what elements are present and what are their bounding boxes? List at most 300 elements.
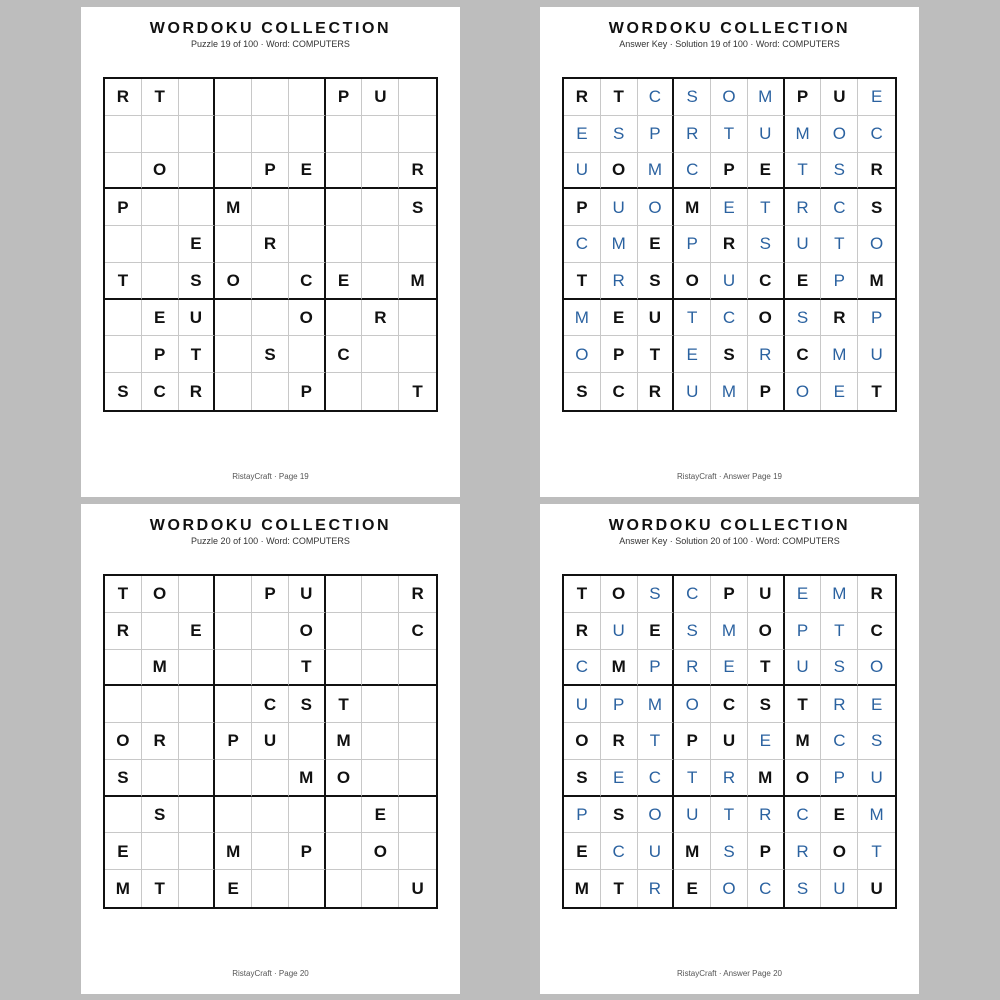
grid-cell: P: [564, 189, 601, 226]
grid-cell: C: [252, 686, 289, 723]
wordoku-grid: [103, 77, 438, 412]
grid-cell: P: [821, 760, 858, 797]
grid-cell: [326, 870, 363, 907]
grid-cell: E: [638, 613, 675, 650]
grid-cell: O: [601, 576, 638, 613]
grid-cell: P: [638, 116, 675, 153]
grid-cell: U: [564, 686, 601, 723]
puzzle-page-19: [81, 7, 460, 497]
grid-cell: P: [326, 79, 363, 116]
grid-cell: C: [564, 226, 601, 263]
grid-cell: [215, 686, 252, 723]
grid-cell: T: [179, 336, 216, 373]
grid-cell: [215, 336, 252, 373]
grid-cell: O: [748, 300, 785, 337]
grid-cell: C: [858, 116, 895, 153]
grid-cell: R: [362, 300, 399, 337]
grid-cell: [252, 797, 289, 834]
grid-cell: [399, 336, 436, 373]
grid-cell: C: [601, 833, 638, 870]
grid-cell: M: [858, 263, 895, 300]
wordoku-grid: [103, 574, 438, 909]
grid-cell: [105, 686, 142, 723]
grid-cell: E: [748, 723, 785, 760]
grid-cell: R: [748, 797, 785, 834]
grid-cell: [252, 79, 289, 116]
grid-cell: U: [362, 79, 399, 116]
grid-cell: [142, 189, 179, 226]
grid-cell: [399, 797, 436, 834]
grid-cell: [289, 116, 326, 153]
grid-cell: O: [105, 723, 142, 760]
grid-cell: O: [289, 613, 326, 650]
grid-cell: [326, 116, 363, 153]
grid-cell: [326, 226, 363, 263]
grid-cell: U: [674, 797, 711, 834]
grid-cell: [399, 116, 436, 153]
grid-cell: T: [674, 300, 711, 337]
grid-cell: [326, 153, 363, 190]
grid-cell: P: [289, 833, 326, 870]
grid-cell: R: [142, 723, 179, 760]
grid-cell: P: [711, 576, 748, 613]
grid-cell: P: [252, 576, 289, 613]
grid-cell: [326, 833, 363, 870]
grid-cell: E: [601, 760, 638, 797]
page-footer: RistayCraft · Answer Page 20: [677, 969, 782, 978]
page-footer: RistayCraft · Page 19: [232, 472, 309, 481]
grid-cell: C: [326, 336, 363, 373]
grid-cell: M: [215, 833, 252, 870]
grid-cell: O: [711, 79, 748, 116]
grid-cell: E: [601, 300, 638, 337]
grid-cell: [252, 189, 289, 226]
grid-cell: P: [785, 79, 822, 116]
grid-cell: P: [674, 723, 711, 760]
grid-cell: C: [674, 576, 711, 613]
puzzle-page-20: [81, 504, 460, 994]
grid-cell: C: [564, 650, 601, 687]
answer-page-20: [540, 504, 919, 994]
grid-cell: S: [564, 373, 601, 410]
grid-cell: U: [748, 116, 785, 153]
grid-cell: T: [871, 382, 882, 402]
grid-cell: C: [399, 613, 436, 650]
grid-cell: R: [601, 723, 638, 760]
grid-cell: E: [821, 797, 858, 834]
grid-cell: U: [674, 373, 711, 410]
grid-cell: P: [711, 153, 748, 190]
grid-cell: [105, 153, 142, 190]
grid-cell: O: [362, 833, 399, 870]
grid-cell: U: [711, 723, 748, 760]
grid-cell: M: [748, 79, 785, 116]
grid-cell: P: [289, 373, 326, 410]
grid-cell: [179, 833, 216, 870]
wordoku-answer-grid: [562, 574, 897, 909]
grid-cell: [215, 153, 252, 190]
grid-cell: O: [858, 650, 895, 687]
grid-cell: [179, 723, 216, 760]
grid-cell: P: [785, 613, 822, 650]
grid-cell: C: [785, 336, 822, 373]
grid-cell: [105, 336, 142, 373]
grid-cell: [179, 686, 216, 723]
grid-cell: T: [601, 79, 638, 116]
grid-cell: T: [412, 382, 423, 402]
grid-cell: [105, 797, 142, 834]
grid-cell: M: [748, 760, 785, 797]
grid-cell: [362, 760, 399, 797]
grid-cell: S: [821, 153, 858, 190]
grid-cell: C: [601, 373, 638, 410]
grid-cell: [362, 116, 399, 153]
grid-cell: [326, 373, 363, 410]
grid-cell: U: [821, 870, 858, 907]
grid-cell: C: [638, 760, 675, 797]
grid-cell: P: [748, 373, 785, 410]
grid-cell: [362, 153, 399, 190]
grid-cell: [179, 116, 216, 153]
grid-cell: [215, 79, 252, 116]
grid-cell: U: [601, 613, 638, 650]
grid-cell: [142, 833, 179, 870]
grid-cell: [326, 576, 363, 613]
grid-cell: [362, 189, 399, 226]
grid-cell: S: [674, 613, 711, 650]
grid-cell: U: [785, 226, 822, 263]
grid-cell: R: [105, 79, 142, 116]
page-footer: RistayCraft · Page 20: [232, 969, 309, 978]
grid-cell: R: [252, 226, 289, 263]
grid-cell: E: [821, 373, 858, 410]
grid-cell: S: [638, 576, 675, 613]
grid-cell: [215, 650, 252, 687]
page-subtitle: Answer Key · Solution 20 of 100 · Word: COMPUTERS: [619, 536, 840, 546]
grid-cell: R: [785, 833, 822, 870]
grid-cell: M: [674, 189, 711, 226]
grid-cell: R: [674, 116, 711, 153]
grid-cell: O: [674, 686, 711, 723]
grid-cell: T: [601, 870, 638, 907]
grid-cell: [289, 797, 326, 834]
grid-cell: [142, 613, 179, 650]
grid-cell: E: [858, 686, 895, 723]
grid-cell: C: [748, 870, 785, 907]
grid-cell: R: [858, 576, 895, 613]
grid-cell: [399, 650, 436, 687]
grid-cell: [362, 336, 399, 373]
grid-cell: O: [821, 833, 858, 870]
grid-cell: P: [142, 336, 179, 373]
grid-cell: O: [215, 263, 252, 300]
grid-cell: [362, 226, 399, 263]
grid-cell: R: [638, 373, 675, 410]
grid-cell: [252, 870, 289, 907]
grid-cell: M: [785, 116, 822, 153]
grid-cell: T: [785, 686, 822, 723]
grid-cell: M: [564, 300, 601, 337]
grid-cell: M: [601, 650, 638, 687]
grid-cell: U: [821, 79, 858, 116]
grid-cell: E: [215, 870, 252, 907]
grid-cell: M: [858, 797, 895, 834]
grid-cell: [399, 833, 436, 870]
grid-cell: E: [289, 153, 326, 190]
grid-cell: T: [711, 116, 748, 153]
grid-cell: M: [674, 833, 711, 870]
page-subtitle: Answer Key · Solution 19 of 100 · Word: COMPUTERS: [619, 39, 840, 49]
grid-cell: O: [601, 153, 638, 190]
grid-cell: [105, 226, 142, 263]
grid-cell: S: [785, 870, 822, 907]
grid-cell: S: [821, 650, 858, 687]
grid-cell: M: [785, 723, 822, 760]
grid-cell: P: [601, 336, 638, 373]
grid-cell: C: [711, 300, 748, 337]
grid-cell: C: [785, 797, 822, 834]
grid-cell: E: [711, 189, 748, 226]
grid-cell: T: [105, 263, 142, 300]
grid-cell: [326, 300, 363, 337]
grid-cell: E: [674, 870, 711, 907]
grid-cell: C: [638, 79, 675, 116]
grid-cell: O: [564, 336, 601, 373]
grid-cell: [215, 797, 252, 834]
grid-cell: [215, 116, 252, 153]
grid-cell: O: [748, 613, 785, 650]
grid-cell: E: [105, 833, 142, 870]
grid-cell: [179, 189, 216, 226]
grid-cell: M: [821, 336, 858, 373]
grid-cell: [215, 226, 252, 263]
grid-cell: T: [638, 336, 675, 373]
grid-cell: C: [711, 686, 748, 723]
grid-cell: M: [711, 373, 748, 410]
grid-cell: U: [601, 189, 638, 226]
page-title: WORDOKU COLLECTION: [149, 20, 392, 37]
grid-cell: M: [142, 650, 179, 687]
grid-cell: [399, 760, 436, 797]
grid-cell: [362, 613, 399, 650]
page-subtitle: Puzzle 19 of 100 · Word: COMPUTERS: [191, 39, 350, 49]
grid-cell: P: [821, 263, 858, 300]
grid-cell: M: [289, 760, 326, 797]
grid-cell: E: [638, 226, 675, 263]
grid-cell: P: [105, 189, 142, 226]
grid-cell: P: [601, 686, 638, 723]
grid-cell: R: [601, 263, 638, 300]
grid-cell: [399, 686, 436, 723]
grid-cell: O: [711, 870, 748, 907]
grid-cell: [399, 300, 436, 337]
grid-cell: U: [638, 300, 675, 337]
grid-cell: [105, 116, 142, 153]
grid-cell: [179, 760, 216, 797]
grid-cell: [252, 833, 289, 870]
grid-cell: [105, 300, 142, 337]
grid-cell: O: [638, 189, 675, 226]
grid-cell: [142, 226, 179, 263]
grid-cell: O: [638, 797, 675, 834]
grid-cell: R: [638, 870, 675, 907]
grid-cell: [289, 79, 326, 116]
grid-cell: [215, 373, 252, 410]
grid-cell: P: [638, 650, 675, 687]
grid-cell: O: [142, 153, 179, 190]
grid-cell: S: [711, 336, 748, 373]
grid-cell: [215, 300, 252, 337]
grid-cell: [215, 760, 252, 797]
grid-cell: C: [748, 263, 785, 300]
grid-cell: P: [858, 300, 895, 337]
grid-cell: [252, 116, 289, 153]
page-title: WORDOKU COLLECTION: [149, 517, 392, 534]
grid-cell: S: [179, 263, 216, 300]
grid-cell: T: [711, 797, 748, 834]
grid-cell: E: [564, 116, 601, 153]
grid-cell: R: [674, 650, 711, 687]
grid-cell: S: [105, 760, 142, 797]
grid-cell: M: [564, 870, 601, 907]
grid-cell: P: [252, 153, 289, 190]
grid-cell: [252, 263, 289, 300]
grid-cell: C: [142, 373, 179, 410]
grid-cell: [399, 226, 436, 263]
grid-cell: T: [289, 650, 326, 687]
grid-cell: P: [674, 226, 711, 263]
grid-cell: [362, 686, 399, 723]
grid-cell: R: [564, 79, 601, 116]
grid-cell: R: [564, 613, 601, 650]
grid-cell: [179, 870, 216, 907]
grid-cell: S: [748, 686, 785, 723]
grid-cell: U: [748, 576, 785, 613]
grid-cell: P: [748, 833, 785, 870]
grid-cell: U: [785, 650, 822, 687]
grid-cell: C: [289, 263, 326, 300]
grid-cell: S: [785, 300, 822, 337]
grid-cell: [252, 650, 289, 687]
grid-cell: E: [362, 797, 399, 834]
grid-cell: [179, 797, 216, 834]
grid-cell: U: [289, 576, 326, 613]
grid-cell: O: [674, 263, 711, 300]
grid-cell: [289, 336, 326, 373]
grid-cell: O: [326, 760, 363, 797]
grid-cell: [252, 613, 289, 650]
grid-cell: T: [674, 760, 711, 797]
grid-cell: T: [821, 613, 858, 650]
grid-cell: [252, 760, 289, 797]
grid-cell: U: [858, 336, 895, 373]
page-title: WORDOKU COLLECTION: [608, 20, 851, 37]
grid-cell: [399, 723, 436, 760]
grid-cell: [142, 686, 179, 723]
grid-cell: S: [601, 797, 638, 834]
grid-cell: U: [638, 833, 675, 870]
grid-cell: P: [215, 723, 252, 760]
grid-cell: O: [858, 226, 895, 263]
grid-cell: [289, 723, 326, 760]
grid-cell: E: [858, 79, 895, 116]
grid-cell: T: [326, 686, 363, 723]
grid-cell: C: [858, 613, 895, 650]
grid-cell: T: [821, 226, 858, 263]
grid-cell: [362, 870, 399, 907]
grid-cell: E: [142, 300, 179, 337]
grid-cell: E: [179, 613, 216, 650]
grid-cell: T: [564, 263, 601, 300]
grid-cell: T: [105, 576, 142, 613]
grid-cell: O: [785, 760, 822, 797]
answer-page-19: [540, 7, 919, 497]
grid-cell: T: [748, 189, 785, 226]
grid-cell: S: [858, 723, 895, 760]
grid-cell: U: [564, 153, 601, 190]
grid-cell: R: [858, 153, 895, 190]
grid-cell: [362, 373, 399, 410]
grid-cell: M: [105, 870, 142, 907]
grid-cell: [179, 79, 216, 116]
grid-cell: [362, 723, 399, 760]
grid-cell: E: [179, 226, 216, 263]
grid-cell: [289, 226, 326, 263]
grid-cell: E: [785, 263, 822, 300]
grid-cell: E: [748, 153, 785, 190]
grid-cell: R: [711, 760, 748, 797]
grid-cell: [326, 797, 363, 834]
grid-cell: O: [821, 116, 858, 153]
grid-cell: C: [821, 723, 858, 760]
grid-cell: E: [674, 336, 711, 373]
grid-cell: S: [564, 760, 601, 797]
grid-cell: E: [326, 263, 363, 300]
grid-cell: T: [564, 576, 601, 613]
grid-cell: [252, 300, 289, 337]
grid-cell: R: [179, 373, 216, 410]
page-footer: RistayCraft · Answer Page 19: [677, 472, 782, 481]
grid-cell: R: [711, 226, 748, 263]
grid-cell: [105, 650, 142, 687]
grid-cell: R: [399, 576, 436, 613]
grid-cell: S: [638, 263, 675, 300]
grid-cell: [399, 79, 436, 116]
grid-cell: [215, 613, 252, 650]
grid-cell: S: [711, 833, 748, 870]
wordoku-answer-grid: [562, 77, 897, 412]
page-subtitle: Puzzle 20 of 100 · Word: COMPUTERS: [191, 536, 350, 546]
grid-cell: R: [399, 153, 436, 190]
grid-cell: [289, 189, 326, 226]
grid-cell: C: [821, 189, 858, 226]
grid-cell: [142, 116, 179, 153]
grid-cell: S: [858, 189, 895, 226]
grid-cell: P: [564, 797, 601, 834]
grid-cell: M: [399, 263, 436, 300]
grid-cell: T: [142, 870, 179, 907]
grid-cell: S: [252, 336, 289, 373]
page-title: WORDOKU COLLECTION: [608, 517, 851, 534]
grid-cell: M: [638, 153, 675, 190]
grid-cell: [362, 263, 399, 300]
grid-cell: [326, 650, 363, 687]
grid-cell: [179, 153, 216, 190]
grid-cell: O: [785, 373, 822, 410]
grid-cell: U: [870, 879, 883, 899]
grid-cell: C: [674, 153, 711, 190]
grid-cell: R: [821, 300, 858, 337]
